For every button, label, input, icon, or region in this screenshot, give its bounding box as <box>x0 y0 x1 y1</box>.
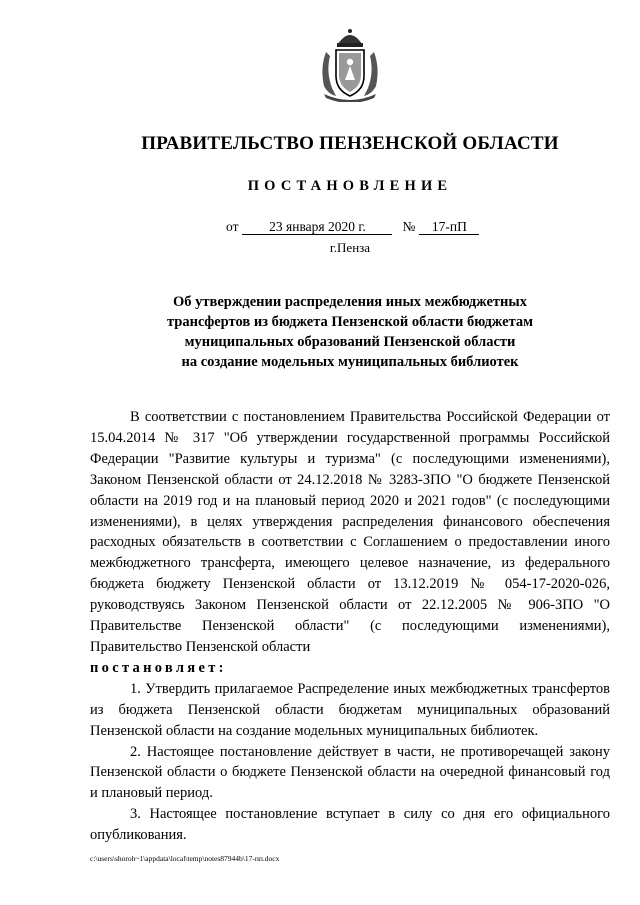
resolution-item: 2. Настоящее постановление действует в части, не противоречащей закону Пензенской области о бюджете Пензенской области на очередной финансовый год и плановый период. <box>90 743 610 802</box>
document-date: 23 января 2020 г. <box>242 219 392 235</box>
resolution-item: 1. Утвердить прилагаемое Распределение иных межбюджетных трансфертов из бюджета Пензенской области бюджетам муниципальных образований Пензенской области на создание модельных муниципальных библиотек. <box>90 680 610 739</box>
document-type-title: ПОСТАНОВЛЕНИЕ <box>247 178 453 194</box>
subject-line: на создание модельных муниципальных библиотек <box>181 354 519 370</box>
subject-line: муниципальных образований Пензенской области <box>184 334 516 350</box>
subject-line: Об утверждении распределения иных межбюджетных <box>173 294 527 310</box>
document-number: 17-пП <box>419 219 479 235</box>
penza-coat-of-arms-icon <box>318 28 382 102</box>
date-prefix: от <box>226 219 239 234</box>
file-path-footer: c:\users\shoroh~1\appdata\local\temp\notes87944b\17-пп.docx <box>90 854 280 863</box>
subject-line: трансфертов из бюджета Пензенской области бюджетам <box>166 314 533 330</box>
document-subject <box>0 292 640 372</box>
resolution-item: 3. Настоящее постановление вступает в силу со дня его официального опубликования. <box>90 806 610 844</box>
number-prefix: № <box>402 219 416 234</box>
government-title: ПРАВИТЕЛЬСТВО ПЕНЗЕНСКОЙ ОБЛАСТИ <box>141 133 559 154</box>
date-number-line <box>226 219 479 235</box>
resolves-line <box>90 658 610 679</box>
preamble-paragraph: В соответствии с постановлением Правительства Российской Федерации от 15.04.2014 № 317 "Об утверждении государственной программы Российской Федерации "Развитие культуры и туризма" (с последующими изменениями), Законом Пензенской области от 24.12.2018 № 3283-ЗПО "О бюджете Пензенской области на 2019 год и на плановый период 2020 и 2021 годов" (с последующими изменениями), в целях утверждения распределения финансового обеспечения расходных обязательств в соответствии с Соглашением о предоставлении иного межбюджетного трансферта, имеющего целевое назначение, из федерального бюджета бюджету Пензенской области от 13.12.2019 № 054-17-2020-026, руководствуясь Законом Пензенской области от 22.12.2005 № 906-ЗПО "О Правительстве Пензенской области" (с последующими изменениями), Правительство Пензенской области <box>90 409 610 655</box>
document-body <box>90 407 610 846</box>
city-label: г.Пенза <box>329 240 371 255</box>
resolves-keyword: постановляет: <box>90 659 227 676</box>
